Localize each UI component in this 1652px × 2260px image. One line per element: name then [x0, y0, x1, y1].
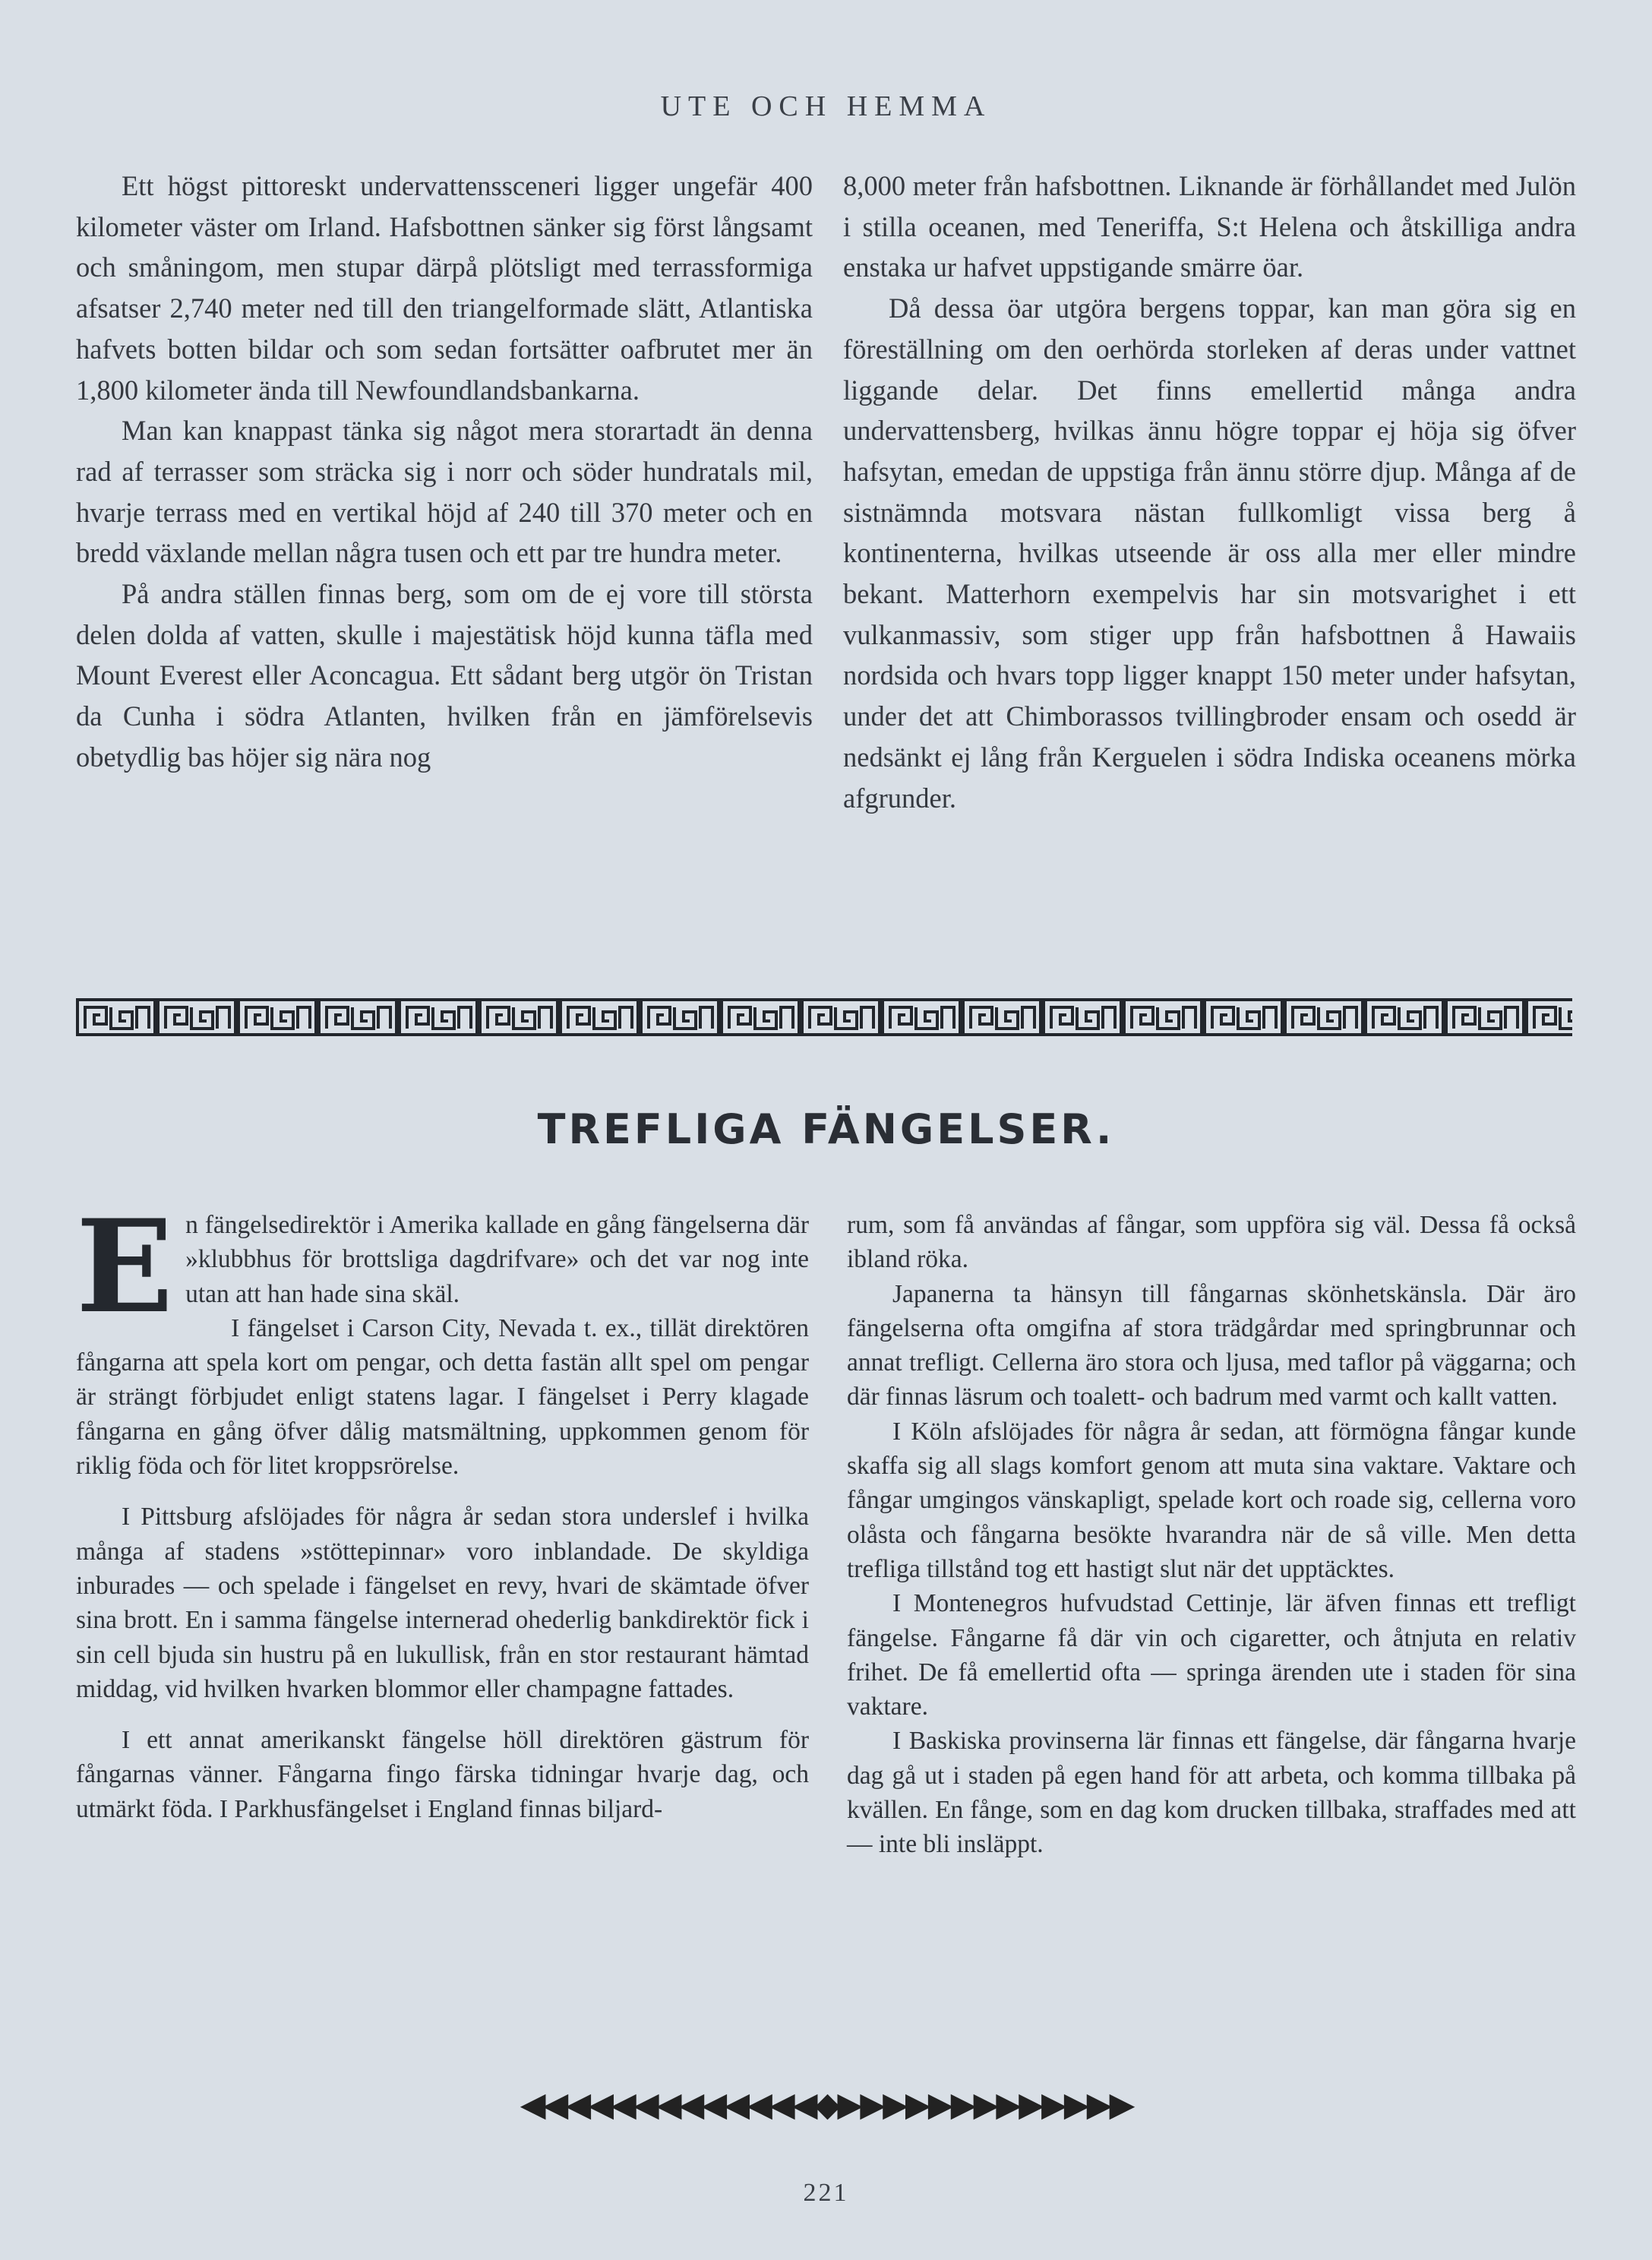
paragraph: rum, som få användas af fångar, som uppföra sig väl. Dessa få också ibland röka. — [847, 1211, 1576, 1274]
paragraph: I Montenegros hufvudstad Cettinje, lär äfven finnas ett trefligt fängelse. Fångarne få där vin och cigaretter, och åtnjuta en relativ frihet. De få emellertid ofta — springa ärenden ute i staden för sina vaktare. — [847, 1589, 1576, 1721]
article-left-column — [76, 1191, 809, 1826]
article-right-column — [847, 1208, 1576, 1862]
paragraph: I Pittsburg afslöjades för några år sedan stora underslef i hvilka många af stadens »stöttepinnar» voro inblandade. De skyldiga inburades — och spelade i fängelset en revy, hvari de skämtade öfver sina brott. En i samma fängelse internerad ohederlig bankdirektör fick i sin cell bjuda sin hustru på en lukullisk, från en stor restaurant hämtad middag, vid hvilken hvarken blommor eller champagne fattades. — [76, 1503, 809, 1703]
paragraph: n fängelsedirektör i Amerika kallade en gång fängelserna där »klubbhus för brottsliga dagdrifvare» och det var nog inte utan att han hade sina skäl. — [185, 1211, 809, 1308]
paragraph: På andra ställen finnas berg, som om de ej vore till största delen dolda af vatten, skulle i majestätisk höjd kunna täfla med Mount Everest eller Aconcagua. Ett sådant berg utgör ön Tristan da Cunha i södra Atlanten, hvilken från en jämförelsevis obetydlig bas höjer sig nära nog — [76, 578, 813, 773]
paragraph: 8,000 meter från hafsbottnen. Liknande är förhållandet med Julön i stilla oceanen, med Teneriffa, S:t Helena och åtskilliga andra enstaka ur hafvet uppstigande smärre öar. — [843, 170, 1576, 283]
paragraph: Japanerna ta hänsyn till fångarnas skönhetskänsla. Där äro fängelserna ofta omgifna af stora trädgårdar med springbrunnar och annat trefligt. Cellerna äro stora och ljusa, med taflor på väggarna; och där finnas läsrum och toalett- och badrum med varmt och kallt vatten. — [847, 1279, 1576, 1411]
greek-key-border — [76, 997, 1572, 1038]
paragraph: I Köln afslöjades för några år sedan, att förmögna fångar kunde skaffa sig all slags komfort genom att muta sina vaktare. Vaktare och fångar umgingos vänskapligt, spelade kort och roade sig, cellerna voro olåsta och fångarna besökte hvarandra när de så ville. Men detta trefliga tillstånd tog ett hastigt slut när det upptäcktes. — [847, 1417, 1576, 1583]
arrow-ornament: ◀◀◀◀◀◀◀◀◀◀◀◀◀◆▶▶▶▶▶▶▶▶▶▶▶▶▶ — [520, 2085, 1132, 2124]
top-right-column — [843, 166, 1576, 818]
paragraph: Man kan knappast tänka sig något mera storartadt än denna rad af terrasser som sträcka sig i norr och söder hundratals mil, hvarje terrass med en vertikal höjd af 240 till 370 meter och en bredd växlande mellan några tusen och ett par tre hundra meter. — [76, 415, 813, 569]
top-left-column — [76, 166, 813, 778]
paragraph: I fängelset i Carson City, Nevada t. ex., tillät direktören fångarna att spela kort om pengar, och detta fastän allt spel om pengar är strängt förbjudet enligt statens lagar. I fängelset i Perry klagade fångarna en gång öfver dålig matsmältning, uppkommen genom för riklig föda och för litet kroppsrörelse. — [76, 1313, 809, 1481]
paragraph: I ett annat amerikanskt fängelse höll direktören gästrum för fångarnas vänner. Fångarna fingo färska tidningar hvarje dag, och utmärkt föda. I Parkhusfängelset i England finnas biljard- — [76, 1726, 809, 1823]
drop-cap: E — [76, 1191, 174, 1342]
paragraph: Ett högst pittoreskt undervattenssceneri ligger ungefär 400 kilometer väster om Irland. Hafsbottnen sänker sig först långsamt och småningom, men stupar därpå plötsligt med terrassformiga afsatser 2,740 meter ned till den triangelformade slätt, Atlantiska hafvets botten bildar och som sedan fortsätter oafbrutet mer än 1,800 kilometer ända till Newfoundlandsbankarna. — [76, 170, 813, 406]
paragraph: Då dessa öar utgöra bergens toppar, kan man göra sig en föreställning om den oerhörda storleken af deras under vattnet liggande delar. Det finns emellertid många andra undervattensberg, hvilkas ännu högre toppar ej höja sig öfver hafsytan, emedan de uppstiga från ännu större djup. Många af de sistnämnda motsvara nästan fullkomligt vissa berg å kontinenterna, hvilkas utseende är oss alla mer eller mindre bekant. Matterhorn exempelvis har sin motsvarighet i ett vulkanmassiv, som stiger upp från hafsbottnen å Hawaiis nordsida och hvars topp ligger knappt 150 meter under hafsytan, under det att Chimborassos tvillingbroder ensam och osedd är nedsänkt ej lång från Kerguelen i södra Indiska oceanens mörka afgrunder. — [843, 292, 1576, 814]
article-title: TREFLIGA FÄNGELSER. — [537, 1105, 1115, 1153]
running-head: UTE OCH HEMMA — [660, 90, 992, 122]
page-number: 221 — [803, 2179, 849, 2207]
paragraph: I Baskiska provinserna lär finnas ett fängelse, där fångarna hvarje dag gå ut i staden på egen hand för att arbeta, och komma tillbaka på kvällen. En fånge, som en dag kom drucken tillbaka, straffades med att — inte bli insläppt. — [847, 1727, 1576, 1859]
